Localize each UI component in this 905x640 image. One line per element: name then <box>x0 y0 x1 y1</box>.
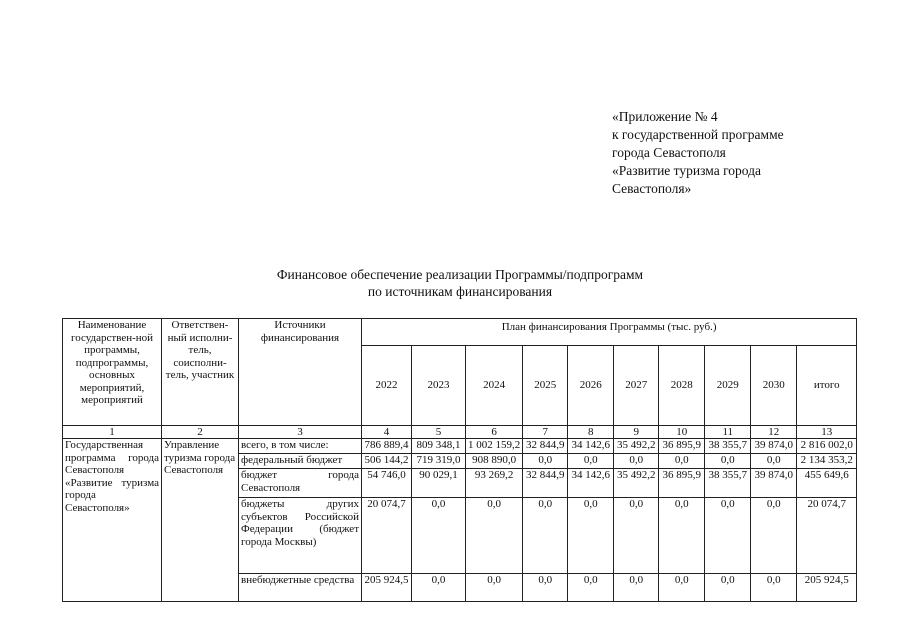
value-cell: 38 355,7 <box>705 439 751 454</box>
source-label: внебюджетные средства <box>239 574 362 602</box>
value-cell: 0,0 <box>751 574 797 602</box>
value-cell: 0,0 <box>751 498 797 574</box>
program-name: Государственная программа города Севастополя «Развитие туризма города Севастополя» <box>63 439 162 602</box>
value-cell: 1 002 159,2 <box>466 439 523 454</box>
appendix-note <box>612 108 784 198</box>
value-cell: 93 269,2 <box>466 469 523 498</box>
source-label: бюджеты других субъектов Российской Федерации (бюджет города Москвы) <box>239 498 362 574</box>
value-cell: 0,0 <box>412 498 466 574</box>
value-cell: 0,0 <box>568 574 614 602</box>
column-number: 9 <box>614 426 659 439</box>
total-cell: 2 134 353,2 <box>797 454 857 469</box>
financing-table <box>62 318 857 602</box>
value-cell: 0,0 <box>523 498 568 574</box>
column-number: 10 <box>659 426 705 439</box>
value-cell: 32 844,9 <box>523 439 568 454</box>
header-sources: Источники финансирования <box>239 319 362 426</box>
value-cell: 35 492,2 <box>614 469 659 498</box>
responsible-executor: Управление туризма города Севастополя <box>162 439 239 602</box>
value-cell: 36 895,9 <box>659 439 705 454</box>
value-cell: 36 895,9 <box>659 469 705 498</box>
column-number: 12 <box>751 426 797 439</box>
value-cell: 0,0 <box>568 498 614 574</box>
column-number: 11 <box>705 426 751 439</box>
table-row <box>63 439 857 454</box>
value-cell: 32 844,9 <box>523 469 568 498</box>
column-number: 7 <box>523 426 568 439</box>
column-number: 8 <box>568 426 614 439</box>
value-cell: 0,0 <box>659 454 705 469</box>
total-cell: 2 816 002,0 <box>797 439 857 454</box>
header-year: 2023 <box>412 346 466 426</box>
value-cell: 908 890,0 <box>466 454 523 469</box>
value-cell: 0,0 <box>705 454 751 469</box>
value-cell: 0,0 <box>568 454 614 469</box>
value-cell: 0,0 <box>705 574 751 602</box>
value-cell: 809 348,1 <box>412 439 466 454</box>
column-number: 13 <box>797 426 857 439</box>
value-cell: 0,0 <box>523 574 568 602</box>
value-cell: 0,0 <box>659 498 705 574</box>
title-line-1: Финансовое обеспечение реализации Программы/подпрограмм <box>276 267 644 282</box>
header-total: итого <box>797 346 857 426</box>
value-cell: 20 074,7 <box>362 498 412 574</box>
header-year: 2027 <box>614 346 659 426</box>
value-cell: 34 142,6 <box>568 469 614 498</box>
value-cell: 0,0 <box>659 574 705 602</box>
header-year: 2025 <box>523 346 568 426</box>
total-cell: 20 074,7 <box>797 498 857 574</box>
header-plan: План финансирования Программы (тыс. руб.) <box>362 319 857 346</box>
value-cell: 0,0 <box>614 454 659 469</box>
header-year: 2028 <box>659 346 705 426</box>
value-cell: 0,0 <box>705 498 751 574</box>
source-label: всего, в том числе: <box>239 439 362 454</box>
value-cell: 786 889,4 <box>362 439 412 454</box>
value-cell: 90 029,1 <box>412 469 466 498</box>
appendix-line: Севастополя» <box>612 181 692 196</box>
value-cell: 35 492,2 <box>614 439 659 454</box>
value-cell: 0,0 <box>523 454 568 469</box>
header-year: 2022 <box>362 346 412 426</box>
value-cell: 0,0 <box>614 574 659 602</box>
header-year: 2024 <box>466 346 523 426</box>
header-year: 2026 <box>568 346 614 426</box>
value-cell: 38 355,7 <box>705 469 751 498</box>
appendix-line: «Приложение № 4 <box>612 109 718 124</box>
title-line-2: по источникам финансирования <box>367 284 553 299</box>
column-number: 3 <box>239 426 362 439</box>
value-cell: 0,0 <box>751 454 797 469</box>
value-cell: 205 924,5 <box>362 574 412 602</box>
value-cell: 54 746,0 <box>362 469 412 498</box>
header-year: 2030 <box>751 346 797 426</box>
source-label: бюджет города Севастополя <box>239 469 362 498</box>
document-title <box>180 266 740 300</box>
appendix-line: города Севастополя <box>612 145 726 160</box>
column-number: 6 <box>466 426 523 439</box>
total-cell: 205 924,5 <box>797 574 857 602</box>
value-cell: 0,0 <box>412 574 466 602</box>
total-cell: 455 649,6 <box>797 469 857 498</box>
value-cell: 719 319,0 <box>412 454 466 469</box>
appendix-line: к государственной программе <box>612 127 784 142</box>
source-label: федеральный бюджет <box>239 454 362 469</box>
column-number: 5 <box>412 426 466 439</box>
column-number: 2 <box>162 426 239 439</box>
appendix-line: «Развитие туризма города <box>612 163 762 178</box>
value-cell: 0,0 <box>614 498 659 574</box>
header-responsible: Ответствен-ный исполни-тель, соисполни-тель, участник <box>162 319 239 426</box>
value-cell: 506 144,2 <box>362 454 412 469</box>
value-cell: 0,0 <box>466 498 523 574</box>
header-name: Наименование государствен-ной программы, подпрограммы, основных мероприятий, мероприятий <box>63 319 162 426</box>
value-cell: 39 874,0 <box>751 469 797 498</box>
column-number: 4 <box>362 426 412 439</box>
value-cell: 0,0 <box>466 574 523 602</box>
value-cell: 39 874,0 <box>751 439 797 454</box>
value-cell: 34 142,6 <box>568 439 614 454</box>
header-year: 2029 <box>705 346 751 426</box>
column-number: 1 <box>63 426 162 439</box>
